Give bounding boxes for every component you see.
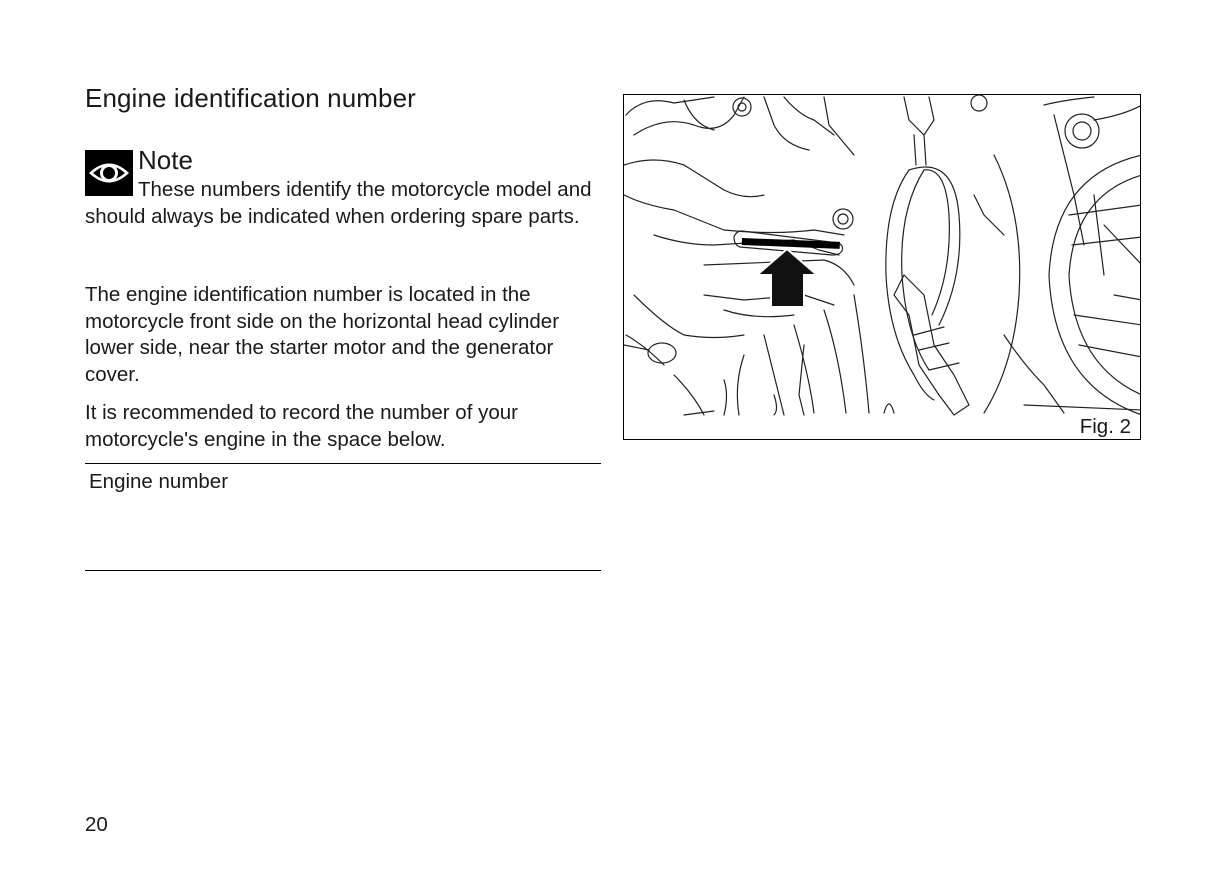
engine-number-label: Engine number: [89, 470, 229, 493]
engine-number-write-line: [85, 570, 601, 571]
page-number: 20: [85, 813, 108, 836]
note-text: These numbers identify the motorcycle model and should always be indicated when ordering spare parts.: [85, 178, 592, 228]
section-title: Engine identification number: [85, 83, 416, 113]
figure-caption: Fig. 2: [1079, 415, 1131, 438]
engine-illustration: [623, 94, 1141, 440]
note-label: Note: [138, 145, 193, 175]
engine-line-drawing: [624, 95, 1141, 440]
form-rule-top: [85, 463, 601, 464]
body-paragraph-location: The engine identification number is located in the motorcycle front side on the horizontal head cylinder lower side, near the starter motor and the generator cover.: [85, 283, 560, 386]
body-paragraph-record: It is recommended to record the number of your motorcycle's engine in the space below.: [85, 401, 518, 451]
